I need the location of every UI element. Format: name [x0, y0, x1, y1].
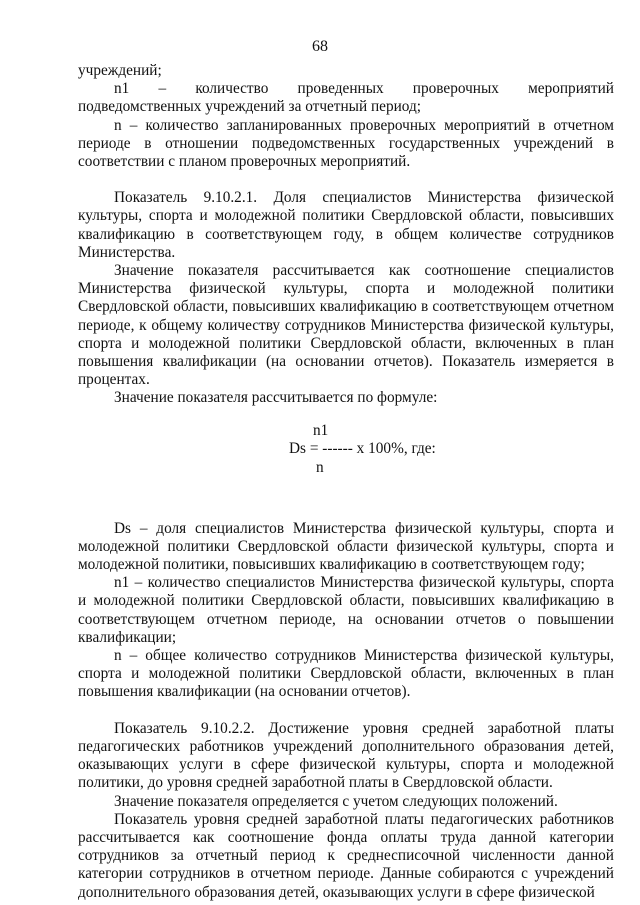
- formula-numerator: n1: [313, 421, 329, 439]
- paragraph: n1 – количество специалистов Министерства физической культуры, спорта и молодежной политики Свердловской области, повысивших квалификацию в соответствующем отчетном периоде, на основании отчетов о повышении квалификации;: [78, 574, 614, 646]
- paragraph: n1 – количество проведенных проверочных мероприятий подведомственных учреждений за отчетный период;: [78, 80, 614, 116]
- page-number: 68: [312, 38, 328, 55]
- paragraph: Ds – доля специалистов Министерства физической культуры, спорта и молодежной политики Свердловской области физической культуры, спорта и молодежной политики, повысивших квалификацию в соответствующем году;: [78, 519, 614, 574]
- paragraph: Показатель уровня средней заработной платы педагогических работников рассчитывается как соотношение фонда оплаты труда данной категории сотрудников за отчетный период к среднесписочной численности данной категории сотрудников в отчетном периоде. Данные собираются с учреждений дополнительного образования детей, оказывающих услуги в сфере физической: [78, 810, 614, 901]
- paragraph: учреждений;: [78, 62, 162, 79]
- paragraph: Показатель 9.10.2.2. Достижение уровня средней заработной платы педагогических работников учреждений дополнительного образования детей, оказывающих услуги в сфере физической культуры, спорта и молодежной политики, до уровня средней заработной платы в Свердловской области.: [78, 719, 614, 792]
- formula: [78, 422, 614, 486]
- paragraph: Показатель 9.10.2.1. Доля специалистов Министерства физической культуры, спорта и молодежной политики Свердловской области, повысивших квалификацию в соответствующем году, в общем количестве сотрудников Министерства.: [78, 189, 614, 261]
- paragraph: Значение показателя рассчитывается как соотношение специалистов Министерства физической культуры, спорта и молодежной политики Свердловской области, повысивших квалификацию в соответствующем отчетном периоде, к общему количеству сотрудников Министерства физической культуры, спорта и молодежной политики Свердловской области, включенных в план повышения квалификации (на основании отчетов). Показатель измеряется в процентах.: [78, 262, 614, 389]
- paragraph: n – общее количество сотрудников Министерства физической культуры, спорта и молодежной политики Свердловской области, включенных в план повышения квалификации (на основании отчетов).: [78, 647, 614, 701]
- paragraph: Значение показателя рассчитывается по формуле:: [114, 389, 438, 407]
- formula-denominator: n: [316, 458, 324, 476]
- formula-expression: Ds = ------ х 100%, где:: [289, 439, 436, 457]
- document-body: [78, 62, 614, 902]
- paragraph: Значение показателя определяется с учетом следующих положений.: [114, 792, 558, 810]
- paragraph: n – количество запланированных проверочных мероприятий в отчетном периоде в отношении подведомственных государственных учреждений в соответствии с планом проверочных мероприятий.: [78, 116, 614, 171]
